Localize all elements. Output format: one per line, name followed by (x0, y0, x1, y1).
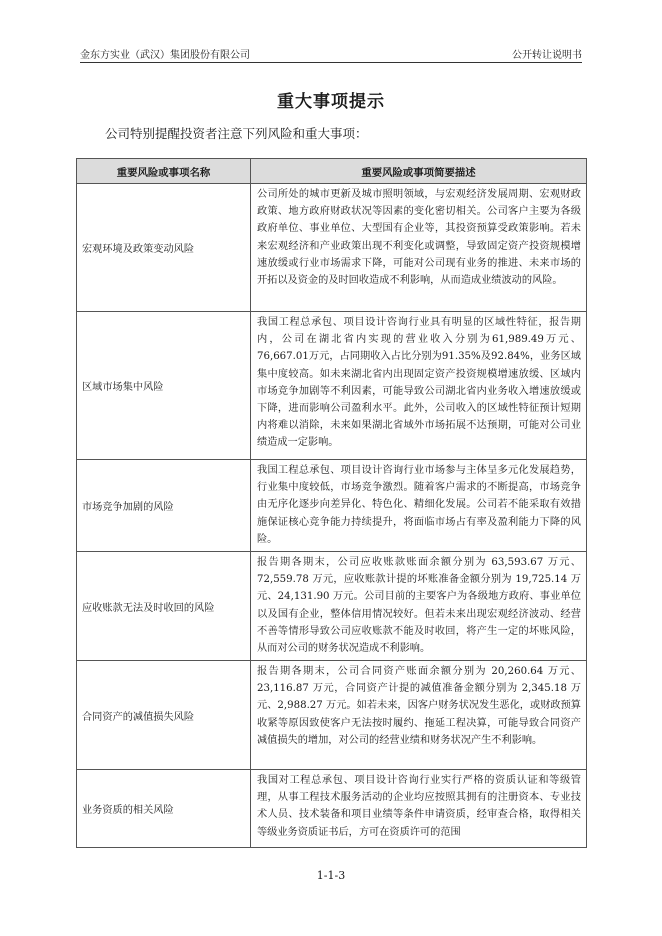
table-row (77, 460, 587, 552)
risk-name-cell: 区域市场集中风险 (77, 312, 251, 460)
table-row (77, 312, 587, 460)
risk-name-cell: 合同资产的减值损失风险 (77, 661, 251, 770)
page-header (80, 44, 582, 63)
column-header-risk-description: 重要风险或事项简要描述 (251, 159, 587, 184)
intro-paragraph: 公司特别提醒投资者注意下列风险和重大事项： (105, 126, 368, 141)
column-header-risk-name: 重要风险或事项名称 (77, 159, 251, 184)
risk-description-cell: 报告期各期末，公司合同资产账面余额分别为 20,260.64 万元、23,116.87 万元，合同资产计提的减值准备金额分别为 2,345.18 万元、2,988.27 万元。如若未来，因客户财务状况发生恶化，或财政预算收紧等原因致使客户无法按时履约、拖延工程决算，可能导致合同资产减值损失的增加，对公司的经营业绩和财务状况产生不利影响。 (251, 661, 587, 770)
risk-description-cell: 我国工程总承包、项目设计咨询行业市场参与主体呈多元化发展趋势，行业集中度较低，市场竞争激烈。随着客户需求的不断提高，市场竞争由无序化逐步向差异化、特色化、精细化发展。公司若不能采取有效措施保证核心竞争能力持续提升，将面临市场占有率及盈利能力下降的风险。 (251, 460, 587, 552)
table-row (77, 552, 587, 661)
table-row (77, 770, 587, 848)
page-title: 重大事项提示 (277, 92, 385, 112)
table-header-row (77, 159, 587, 184)
risk-name-cell: 宏观环境及政策变动风险 (77, 184, 251, 312)
risk-name-cell: 应收账款无法及时收回的风险 (77, 552, 251, 661)
header-document-type: 公开转让说明书 (512, 50, 582, 61)
risk-description-cell (251, 770, 587, 848)
risk-description-cell: 我国工程总承包、项目设计咨询行业具有明显的区域性特征，报告期内，公司在湖北省内实现的营业收入分别为61,989.49万元、76,667.01万元，占同期收入占比分别为91.35%及92.84%，业务区域集中度较高。如未来湖北省内出现固定资产投资规模增速放缓、区域内市场竞争加剧等不利因素，可能导致公司湖北省内业务收入增速放缓或下降，进而影响公司盈利水平。此外，公司收入的区域性特征预计短期内将难以消除，未来如果湖北省域外市场拓展不达预期，可能对公司业绩造成一定影响。 (251, 312, 587, 460)
risk-table (76, 158, 587, 848)
page-number: 1-1-3 (316, 869, 346, 882)
table-row (77, 184, 587, 312)
risk-name-cell: 市场竞争加剧的风险 (77, 460, 251, 552)
risk-description-text: 我国对工程总承包、项目设计咨询行业实行严格的资质认证和等级管理，从事工程技术服务活动的企业均应按照其拥有的注册资本、专业技术人员、技术装备和项目业绩等条件申请资质，经审查合格，取得相关等级业务资质证书后，方可在资质许可的范围 (257, 775, 581, 838)
risk-description-cell: 报告期各期末，公司应收账款账面余额分别为 63,593.67 万元、72,559.78 万元，应收账款计提的坏账准备金额分别为 19,725.14 万元、24,131.90 万元。公司目前的主要客户为各级地方政府、事业单位以及国有企业，整体信用情况较好。但若未来出现宏观经济波动、经营不善等情形导致公司应收账款不能及时收回，将产生一定的坏账风险，从而对公司的财务状况造成不利影响。 (251, 552, 587, 661)
header-company-name: 金东方实业（武汉）集团股份有限公司 (80, 50, 250, 61)
risk-description-cell: 公司所处的城市更新及城市照明领域，与宏观经济发展周期、宏观财政政策、地方政府财政状况等因素的变化密切相关。公司客户主要为各级政府单位、事业单位、大型国有企业等，其投资预算受政策影响。若未来宏观经济和产业政策出现不利变化或调整，导致固定资产投资规模增速放缓或行业市场需求下降，可能对公司现有业务的推进、未来市场的开拓以及资金的及时回收造成不利影响，从而造成业绩波动的风险。 (251, 184, 587, 312)
risk-name-cell: 业务资质的相关风险 (77, 770, 251, 848)
table-row (77, 661, 587, 770)
